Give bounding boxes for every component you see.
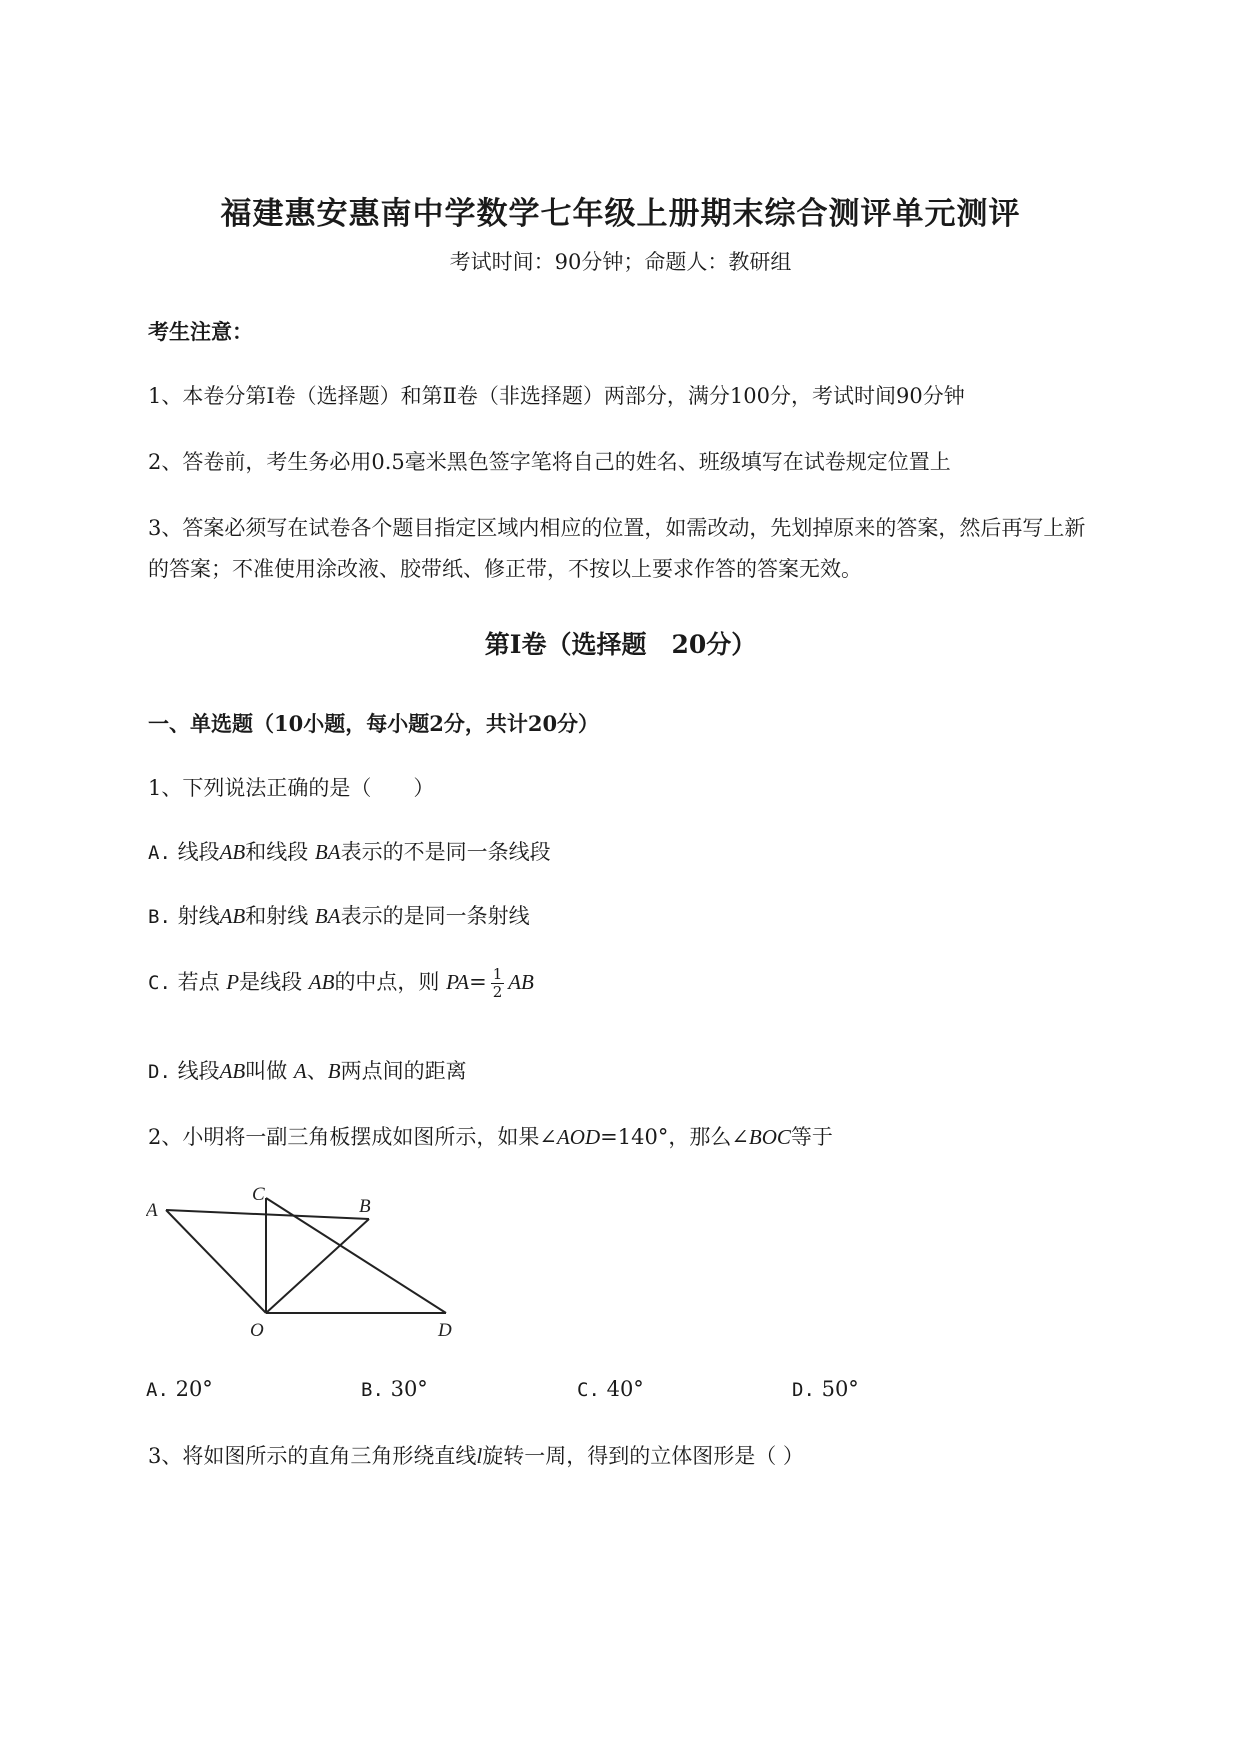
option-text: 表示的不是同一条线段 <box>340 840 551 864</box>
option-text: 和线段 <box>245 840 309 864</box>
notice-heading: 考生注意： <box>148 319 253 344</box>
notice-item-2: 2、答卷前，考生务必用0.5毫米黑色签字笔将自己的姓名、班级填写在试卷规定位置上 <box>148 450 951 474</box>
label-d: D <box>438 1320 452 1340</box>
ray-var: AB <box>219 904 246 928</box>
option-value: 40° <box>606 1377 644 1401</box>
label-o: O <box>250 1320 264 1340</box>
question-2-option-a <box>146 1377 213 1401</box>
option-text: 若点 <box>177 970 220 994</box>
exam-info: 考试时间：90分钟；命题人：教研组 <box>449 250 792 274</box>
question-2-option-d <box>792 1377 859 1401</box>
option-text: 、 <box>306 1059 328 1083</box>
question-2-figure <box>146 1180 458 1340</box>
segment-var: AB <box>219 1059 246 1083</box>
question-text: 等于 <box>790 1125 833 1149</box>
angle-var: BOC <box>748 1125 791 1149</box>
question-2-stem <box>148 1121 833 1151</box>
option-text: 线段 <box>177 840 220 864</box>
option-text: 表示的是同一条射线 <box>340 904 530 928</box>
option-text: 的中点，则 <box>334 970 440 994</box>
segment-var: AB <box>508 970 534 994</box>
angle-var: AOD <box>556 1125 601 1149</box>
option-label: D. <box>792 1379 815 1401</box>
option-label: B. <box>148 906 171 928</box>
notice-item-3-line-2: 的答案；不准使用涂改液、胶带纸、修正带，不按以上要求作答的答案无效。 <box>148 557 862 581</box>
figure-background <box>146 1180 458 1340</box>
segment-var: PA <box>446 970 470 994</box>
fraction-one-half <box>491 966 505 1001</box>
segment-var: BA <box>314 840 341 864</box>
option-label: A. <box>146 1379 169 1401</box>
option-text: 两点间的距离 <box>340 1059 467 1083</box>
label-c: C <box>252 1184 265 1205</box>
label-b: B <box>359 1196 371 1217</box>
option-label: A. <box>148 842 171 864</box>
option-label: C. <box>577 1379 600 1401</box>
fraction-denominator: 2 <box>492 983 503 1001</box>
segment-var: AB <box>308 970 335 994</box>
page-title: 福建惠安惠南中学数学七年级上册期末综合测评单元测评 <box>220 196 1021 232</box>
question-2-option-b <box>361 1377 428 1401</box>
option-value: 30° <box>390 1377 428 1401</box>
option-text: 叫做 <box>245 1059 288 1083</box>
question-text: 2、小明将一副三角板摆成如图所示，如果∠ <box>148 1125 557 1149</box>
point-var: A <box>293 1059 307 1083</box>
notice-item-1: 1、本卷分第I卷（选择题）和第Ⅱ卷（非选择题）两部分，满分100分，考试时间90分钟 <box>148 384 965 408</box>
question-text: 旋转一周，得到的立体图形是（ ） <box>482 1444 804 1468</box>
notice-item-3-line-1: 3、答案必须写在试卷各个题目指定区域内相应的位置，如需改动，先划掉原来的答案，然后再写上新 <box>148 516 1086 540</box>
option-text: 线段 <box>177 1059 220 1083</box>
question-1-option-d <box>148 1055 467 1085</box>
part-heading: 一、单选题（10小题，每小题2分，共计20分） <box>148 711 600 736</box>
option-text: 和射线 <box>245 904 309 928</box>
line-var: l <box>476 1444 483 1468</box>
option-label: D. <box>148 1061 171 1083</box>
option-value: 20° <box>175 1377 213 1401</box>
question-1-option-c <box>148 966 534 1001</box>
question-1-option-a <box>148 836 551 866</box>
question-1-option-b <box>148 900 530 930</box>
label-a: A <box>146 1200 158 1221</box>
option-label: B. <box>361 1379 384 1401</box>
point-var: P <box>226 970 240 994</box>
equals-sign: = <box>469 970 487 994</box>
ray-var: BA <box>314 904 341 928</box>
section-title: 第I卷（选择题 20分） <box>484 630 757 659</box>
option-text: 射线 <box>177 904 220 928</box>
question-2-option-c <box>577 1377 644 1401</box>
question-text: 3、将如图所示的直角三角形绕直线 <box>148 1444 477 1468</box>
question-1-stem: 1、下列说法正确的是（ ） <box>148 776 435 800</box>
question-3-stem <box>148 1440 804 1470</box>
point-var: B <box>327 1059 341 1083</box>
option-label: C. <box>148 972 171 994</box>
triangle-rulers-diagram <box>146 1180 458 1340</box>
option-text: 是线段 <box>239 970 303 994</box>
question-text: =140°，那么∠ <box>600 1125 749 1149</box>
segment-var: AB <box>219 840 246 864</box>
fraction-numerator: 1 <box>492 965 503 983</box>
option-value: 50° <box>821 1377 859 1401</box>
